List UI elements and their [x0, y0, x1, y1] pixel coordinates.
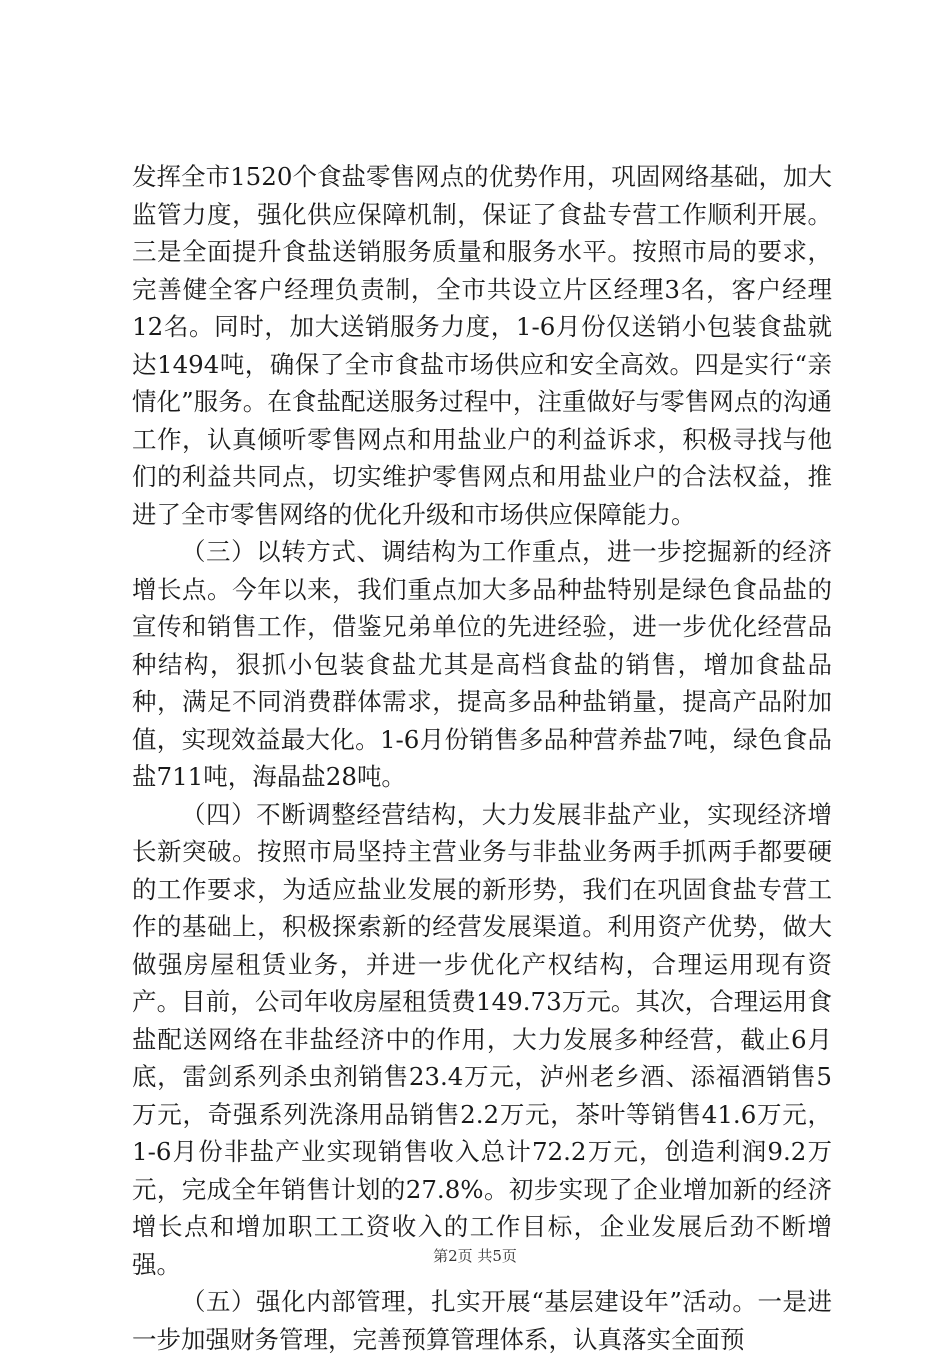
document-body — [132, 158, 832, 1358]
paragraph-section-4: （四）不断调整经营结构，大力发展非盐产业，实现经济增长新突破。按照市局坚持主营业务与非盐业务两手抓两手都要硬的工作要求，为适应盐业发展的新形势，我们在巩固食盐专营工作的基础上，积极探索新的经营发展渠道。利用资产优势，做大做强房屋租赁业务，并进一步优化产权结构，合理运用现有资产。目前，公司年收房屋租赁费149.73万元。其次，合理运用食盐配送网络在非盐经济中的作用，大力发展多种经营，截止6月底，雷剑系列杀虫剂销售23.4万元，泸州老乡酒、添福酒销售5万元，奇强系列洗涤用品销售2.2万元，茶叶等销售41.6万元，1-6月份非盐产业实现销售收入总计72.2万元，创造利润9.2万元，完成全年销售计划的27.8%。初步实现了企业增加新的经济增长点和增加职工工资收入的工作目标，企业发展后劲不断增强。 — [132, 799, 832, 1279]
page-number-footer: 第2页 共5页 — [433, 1247, 517, 1265]
paragraph-continuation: 发挥全市1520个食盐零售网点的优势作用，巩固网络基础，加大监管力度，强化供应保障机制，保证了食盐专营工作顺利开展。三是全面提升食盐送销服务质量和服务水平。按照市局的要求，完善健全客户经理负责制，全市共设立片区经理3名，客户经理12名。同时，加大送销服务力度，1-6月份仅送销小包装食盐就达1494吨，确保了全市食盐市场供应和安全高效。四是实行“亲情化”服务。在食盐配送服务过程中，注重做好与零售网点的沟通工作，认真倾听零售网点和用盐业户的利益诉求，积极寻找与他们的利益共同点，切实维护零售网点和用盐业户的合法权益，推进了全市零售网络的优化升级和市场供应保障能力。 — [132, 162, 832, 529]
paragraph-section-5: （五）强化内部管理，扎实开展“基层建设年”活动。一是进一步加强财务管理，完善预算管理体系，认真落实全面预 — [132, 1287, 832, 1354]
paragraph-section-3: （三）以转方式、调结构为工作重点，进一步挖掘新的经济增长点。今年以来，我们重点加大多品种盐特别是绿色食品盐的宣传和销售工作，借鉴兄弟单位的先进经验，进一步优化经营品种结构，狠抓小包装食盐尤其是高档食盐的销售，增加食盐品种，满足不同消费群体需求，提高多品种盐销量，提高产品附加值，实现效益最大化。1-6月份销售多品种营养盐7吨，绿色食品盐711吨，海晶盐28吨。 — [132, 537, 832, 791]
